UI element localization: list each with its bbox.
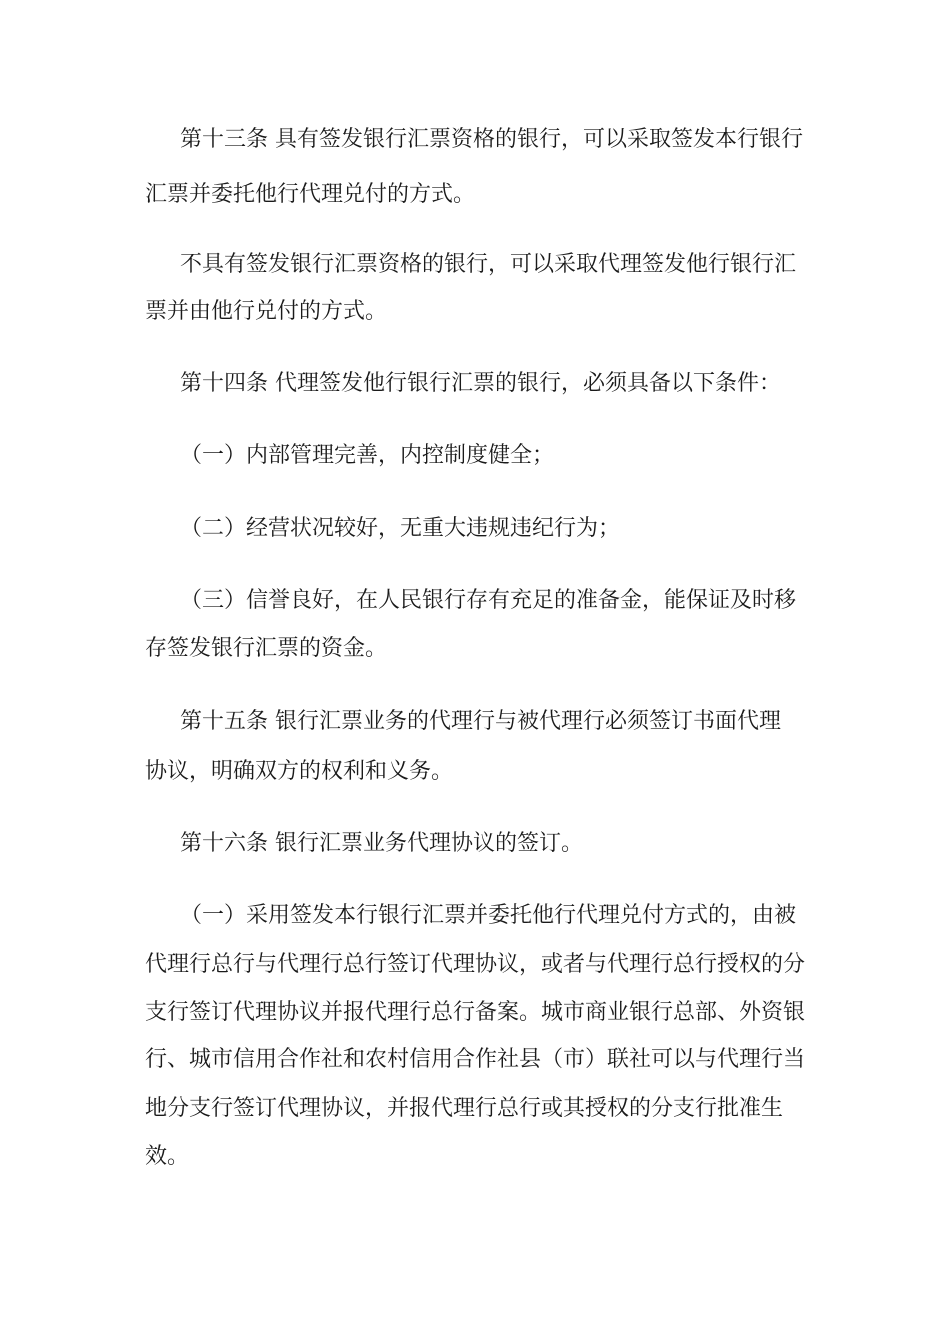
list-item-line: （二）经营状况较好，无重大违规违纪行为；	[180, 516, 621, 541]
paragraph-line: 第十三条 具有签发银行汇票资格的银行，可以采取签发本行银行	[180, 127, 803, 152]
paragraph-line: 第十四条 代理签发他行银行汇票的银行，必须具备以下条件：	[180, 371, 781, 396]
paragraph-line: 票并由他行兑付的方式。	[145, 299, 388, 324]
paragraph-line: 第十五条 银行汇票业务的代理行与被代理行必须签订书面代理	[180, 709, 781, 734]
list-item-line: 地分支行签订代理协议，并报代理行总行或其授权的分支行批准生	[145, 1096, 784, 1121]
list-item-line: 存签发银行汇票的资金。	[145, 636, 388, 661]
paragraph-line: 协议，明确双方的权利和义务。	[145, 759, 454, 784]
list-item-line: （三）信誉良好，在人民银行存有充足的准备金，能保证及时移	[180, 588, 797, 613]
list-item-line: 效。	[145, 1144, 190, 1169]
paragraph-line: 汇票并委托他行代理兑付的方式。	[145, 182, 476, 207]
paragraph-line: 第十六条 银行汇票业务代理协议的签订。	[180, 831, 583, 856]
paragraph-line: 不具有签发银行汇票资格的银行，可以采取代理签发他行银行汇	[180, 252, 797, 277]
list-item-line: 行、城市信用合作社和农村信用合作社县（市）联社可以与代理行当	[145, 1047, 806, 1072]
list-item-line: 代理行总行与代理行总行签订代理协议，或者与代理行总行授权的分	[145, 952, 806, 977]
list-item-line: （一）采用签发本行银行汇票并委托他行代理兑付方式的，由被	[180, 903, 797, 928]
list-item-line: （一）内部管理完善，内控制度健全；	[180, 443, 555, 468]
list-item-line: 支行签订代理协议并报代理行总行备案。城市商业银行总部、外资银	[145, 1000, 806, 1025]
